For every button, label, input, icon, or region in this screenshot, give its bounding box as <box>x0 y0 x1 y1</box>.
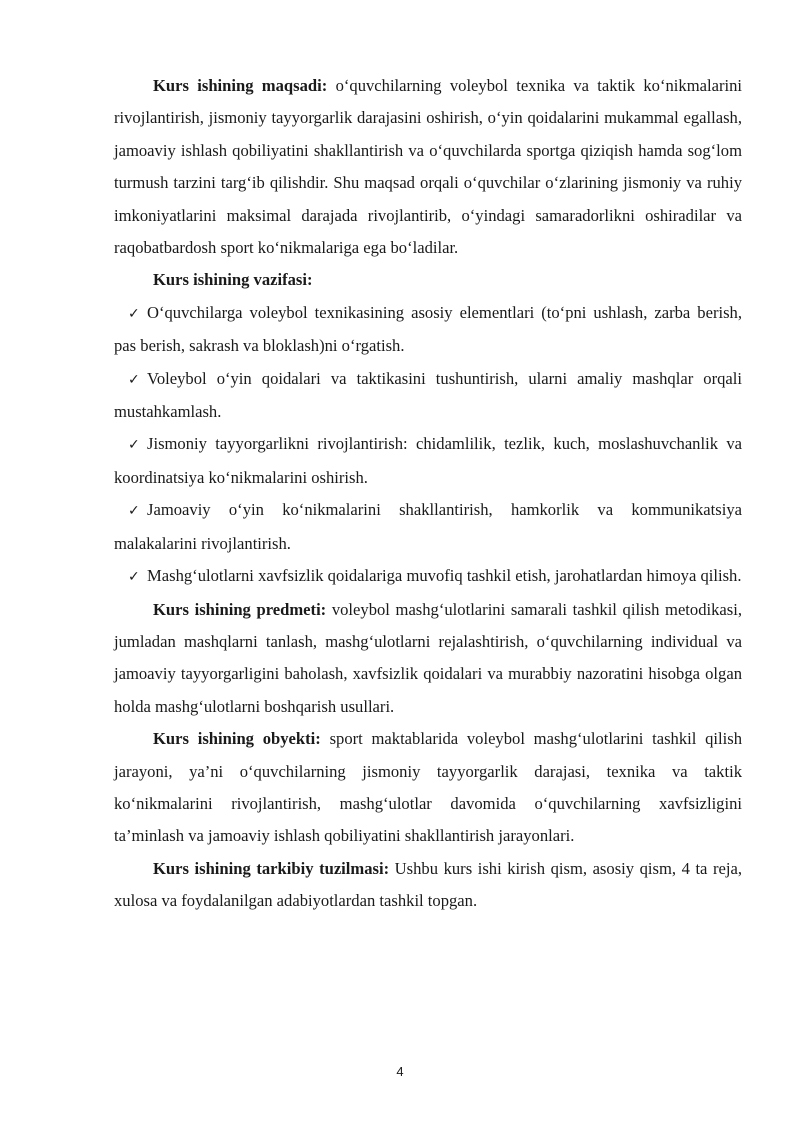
task-text: Jismoniy tayyorgarlikni rivojlantirish: chidamlilik, tezlik, kuch, moslashuvchanlik va koordinatsiya ko‘nikmalarini oshirish. <box>114 434 742 487</box>
task-text: Mashg‘ulotlarni xavfsizlik qoidalariga muvofiq tashkil etish, jarohatlardan himoya qilish. <box>147 566 742 586</box>
task-item <box>114 494 742 560</box>
tuzilmasi-text: Ushbu kurs ishi kirish qism, asosiy qism, 4 ta reja, xulosa va foydalanilgan adabiyotlardan tashkil topgan. <box>114 858 742 911</box>
paragraph-predmeti <box>114 594 742 724</box>
paragraph-tuzilmasi <box>114 853 742 918</box>
task-item <box>114 297 742 363</box>
task-item <box>114 428 742 494</box>
task-text: O‘quvchilarga voleybol texnikasining asosiy elementlari (to‘pni ushlash, zarba berish, pas berish, sakrash va bloklash)ni o‘rgatish. <box>114 302 742 356</box>
task-item <box>114 363 742 429</box>
checkmark-icon: ✓ <box>128 305 140 322</box>
page-content <box>114 70 742 918</box>
task-item <box>114 560 742 593</box>
task-text: Voleybol o‘yin qoidalari va taktikasini tushuntirish, ularni amaliy mashqlar orqali mustahkamlash. <box>114 368 742 422</box>
obyekti-label: Kurs ishining obyekti: <box>153 729 321 749</box>
maqsadi-label: Kurs ishining maqsadi: <box>153 76 328 95</box>
maqsadi-text: o‘quvchilarning voleybol texnika va taktik ko‘nikmalarini rivojlantirish, jismoniy tayyorgarlik darajasini oshirish, o‘yin qoidalarini mukammal egallash, jamoaviy ishlash qobiliyatini shakllantirish va o‘quvchilarda sportga qiziqish hamda sog‘lom turmush tarzini targ‘ib qilishdir. Shu maqsad orqali o‘quvchilar o‘zlarining jismoniy va ruhiy imkoniyatlarini maksimal darajada rivojlantirib, o‘yindagi samaradorlikni oshiradilar va raqobatbardosh sport ko‘nikmalariga ega bo‘ladilar. <box>114 76 742 258</box>
page-number: 4 <box>396 1064 404 1079</box>
paragraph-maqsadi <box>114 70 742 264</box>
tuzilmasi-label: Kurs ishining tarkibiy tuzilmasi: <box>153 858 390 878</box>
predmeti-label: Kurs ishining predmeti: <box>153 599 327 619</box>
checkmark-icon: ✓ <box>128 437 140 454</box>
obyekti-text: sport maktablarida voleybol mashg‘ulotlarini tashkil qilish jarayoni, ya’ni o‘quvchilarning jismoniy tayyorgarlik darajasi, texnika va taktik ko‘nikmalarini rivojlantirish, mashg‘ulotlar davomida o‘quvchilarning xavfsizligini ta’minlash va jamoaviy ishlash qobiliyatini shakllantirish jarayonlari. <box>114 729 742 846</box>
checkmark-icon: ✓ <box>128 569 140 586</box>
paragraph-vazifasi <box>114 264 742 296</box>
vazifasi-label: Kurs ishining vazifasi: <box>153 270 313 290</box>
task-text: Jamoaviy o‘yin ko‘nikmalarini shakllantirish, hamkorlik va kommunikatsiya malakalarini rivojlantirish. <box>114 500 742 553</box>
checkmark-icon: ✓ <box>128 371 140 388</box>
predmeti-text: voleybol mashg‘ulotlarini samarali tashkil qilish metodikasi, jumladan mashqlarni tanlash, mashg‘ulotlarni rejalashtirish, o‘quvchilarning individual va jamoaviy tayyorgarligini baholash, xavfsizlik qoidalari va murabbiy nazoratini hisobga olgan holda mashg‘ulotlarni boshqarish usullari. <box>114 599 742 716</box>
checkmark-icon: ✓ <box>128 503 140 520</box>
paragraph-obyekti <box>114 723 742 853</box>
